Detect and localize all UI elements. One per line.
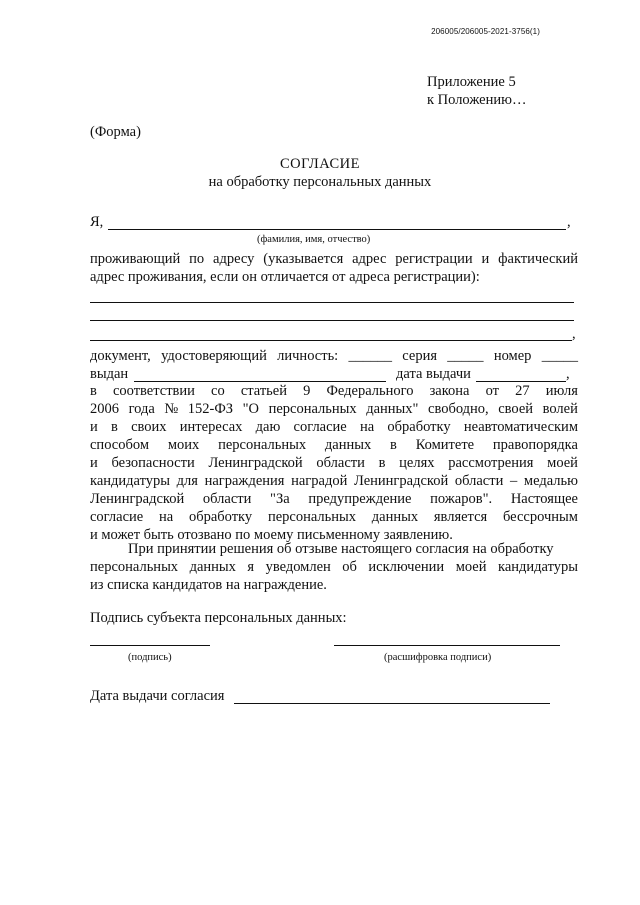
issue-date-comma: , (566, 366, 570, 382)
word: Ленинградской (353, 473, 449, 489)
word: согласие (293, 419, 347, 435)
address-paragraph: проживающий по адресу (указывается адрес регистрации и фактический адрес проживания, если он отличается от адреса регистрации): (90, 251, 578, 285)
word: 152-ФЗ (187, 401, 234, 417)
word: способом (90, 437, 150, 453)
word: медалью (523, 473, 578, 489)
appendix-line-2: к Положению… (427, 92, 527, 108)
word: предупреждение (308, 491, 412, 507)
word: области (316, 455, 365, 471)
address-field-line-1[interactable] (90, 302, 574, 303)
word: кандидатуры (90, 473, 170, 489)
word: 2006 (90, 401, 119, 417)
word: является (433, 509, 488, 525)
word: интересах (179, 419, 243, 435)
word: года (128, 401, 155, 417)
word: кандидатуры (498, 559, 578, 575)
word: "За (270, 491, 290, 507)
word: со (211, 383, 225, 399)
full-name-caption: (фамилия, имя, отчество) (257, 234, 371, 245)
word: своих (131, 419, 167, 435)
consent-line (90, 418, 578, 436)
full-name-comma: , (567, 214, 571, 230)
word: бессрочным (502, 509, 578, 525)
word: волей (542, 401, 578, 417)
word: Федерального (326, 383, 414, 399)
word: своей (498, 401, 534, 417)
word: соответствии (112, 383, 195, 399)
word: закона (429, 383, 470, 399)
word: моих (167, 437, 200, 453)
word: на (158, 509, 174, 525)
word: моей (547, 455, 578, 471)
word: для (176, 473, 198, 489)
word: личность: (277, 348, 339, 364)
signature-field[interactable] (90, 645, 210, 646)
word: персональных (267, 509, 356, 525)
issued-by-label: выдан (90, 366, 129, 382)
issue-date-label: дата выдачи (396, 366, 471, 382)
word: данных (189, 559, 236, 575)
consent-line (90, 454, 578, 472)
word: наградой (291, 473, 348, 489)
word: 9 (303, 383, 311, 399)
withdrawal-line (90, 558, 578, 576)
document-subtitle: на обработку персональных данных (208, 174, 432, 190)
word: свободно, (428, 401, 489, 417)
consent-line (90, 472, 578, 490)
word: Ленинградской (208, 455, 303, 471)
word: Комитете (415, 437, 475, 453)
word: от (485, 383, 500, 399)
identity-document-text (90, 347, 578, 365)
word: ______ (348, 348, 392, 364)
word: в (111, 419, 118, 435)
word: целях (399, 455, 435, 471)
word: Ленинградской (90, 491, 185, 507)
word: 27 (515, 383, 530, 399)
signature-caption: (подпись) (128, 652, 172, 663)
word: документ, (90, 348, 151, 364)
full-name-field[interactable] (108, 229, 566, 230)
word: и (90, 455, 98, 471)
appendix-reference (427, 73, 526, 109)
word: исключении (368, 559, 445, 575)
consent-line (90, 436, 578, 454)
word: данных (371, 509, 419, 525)
consent-line (90, 508, 578, 526)
word: награждения (204, 473, 285, 489)
consent-last-line: и может быть отозвано по моему письменному заявлению. (90, 527, 453, 543)
address-field-line-3[interactable] (90, 340, 572, 341)
address-comma: , (572, 326, 576, 342)
word: пожаров". (430, 491, 493, 507)
word: обработку (188, 509, 253, 525)
word: согласие (90, 509, 144, 525)
word: в (90, 383, 97, 399)
word: статьей (240, 383, 287, 399)
word: _____ (447, 348, 484, 364)
word: – (510, 473, 518, 489)
word: моей (455, 559, 487, 575)
consent-line (90, 382, 578, 400)
withdrawal-paragraph (90, 540, 578, 594)
word: данных (324, 437, 372, 453)
withdrawal-first-line: При принятии решения об отзыве настоящего согласия на обработку (128, 541, 554, 557)
word: серия (402, 348, 438, 364)
word: _____ (541, 348, 578, 364)
document-title: СОГЛАСИЕ (279, 156, 361, 172)
word: неавтоматическим (463, 419, 578, 435)
word: я (247, 559, 255, 575)
document-id: 206005/206005-2021-3756(1) (431, 27, 540, 36)
signature-decoding-caption: (расшифровка подписи) (384, 652, 492, 663)
word: данных" (366, 401, 419, 417)
word: "О (242, 401, 260, 417)
word: и (90, 419, 98, 435)
word: персональных (90, 559, 179, 575)
address-field-line-2[interactable] (90, 320, 574, 321)
word: в (378, 455, 386, 471)
word: номер (493, 348, 532, 364)
withdrawal-last-line: из списка кандидатов на награждение. (90, 577, 327, 593)
word: области (454, 473, 504, 489)
identity-document-line (90, 347, 578, 365)
word: удостоверяющий (161, 348, 267, 364)
word: № (164, 401, 179, 417)
appendix-line-1: Приложение 5 (427, 74, 516, 90)
word: Настоящее (510, 491, 578, 507)
word: июля (545, 383, 578, 399)
word: даю (255, 419, 281, 435)
form-label: (Форма) (90, 124, 141, 140)
ya-label: Я, (90, 214, 104, 230)
signature-decoding-field[interactable] (334, 645, 560, 646)
word: правопорядка (492, 437, 578, 453)
consent-date-label: Дата выдачи согласия (90, 688, 225, 704)
word: персональных (268, 401, 357, 417)
word: об (342, 559, 357, 575)
consent-date-field[interactable] (234, 703, 550, 704)
consent-line (90, 490, 578, 508)
word: на (359, 419, 375, 435)
word: в (390, 437, 397, 453)
word: области (202, 491, 252, 507)
word: безопасности (111, 455, 195, 471)
word: персональных (218, 437, 307, 453)
signature-heading: Подпись субъекта персональных данных: (90, 610, 347, 626)
consent-line (90, 400, 578, 418)
word: обработку (387, 419, 451, 435)
word: уведомлен (265, 559, 331, 575)
word: рассмотрения (448, 455, 534, 471)
consent-paragraph (90, 382, 578, 544)
